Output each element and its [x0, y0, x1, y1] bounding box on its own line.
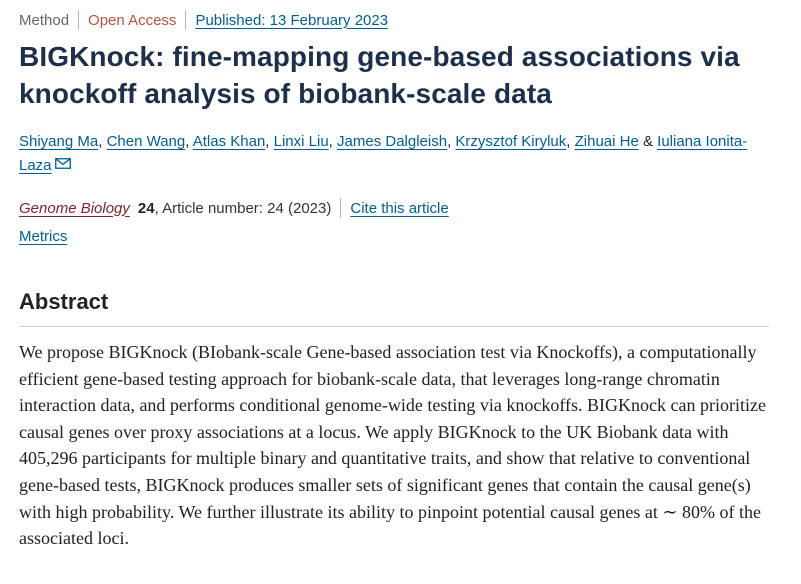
author-separator: , [98, 133, 107, 150]
article-type: Method [19, 11, 70, 29]
article-title: BIGKnock: fine-mapping gene-based associations via knockoff analysis of biobank-scale data [19, 41, 740, 109]
author-list [19, 130, 759, 178]
author-link[interactable]: Krzysztof Kiryluk [455, 133, 567, 150]
author-separator: , [447, 133, 456, 150]
published-date-link[interactable]: Published: 13 February 2023 [195, 11, 389, 29]
author-separator: , [566, 133, 575, 150]
author-separator: , [265, 133, 274, 150]
journal-link[interactable]: Genome Biology [19, 199, 130, 217]
journal-volume: 24 [137, 199, 155, 217]
meta-divider [185, 10, 186, 30]
meta-divider [340, 198, 341, 218]
article-meta-row [19, 9, 388, 31]
author-link[interactable]: Chen Wang [106, 133, 186, 150]
author-link[interactable]: Linxi Liu [273, 133, 329, 150]
author-separator: , [185, 133, 193, 150]
abstract-text: We propose BIGKnock (BIobank-scale Gene-based association test via Knockoffs), a computationally efficient gene-based testing approach for biobank-scale data, that leverages long-range chromatin interaction data, and performs conditional genome-wide testing via knockoffs. BIGKnock can prioritize causal genes over proxy associations at a locus. We apply BIGKnock to the UK Biobank data with 405,296 participants for multiple binary and quantitative traits, and show that relative to conventional gene-based tests, BIGKnock produces smaller sets of significant genes that contain the causal gene(s) with high probability. We further illustrate its ability to pinpoint potential causal genes at ∼ 80% of the associated loci. [19, 342, 766, 549]
envelope-icon[interactable] [55, 158, 71, 169]
metrics-link[interactable]: Metrics [19, 228, 68, 245]
abstract-divider [19, 326, 769, 327]
author-separator: , [328, 133, 338, 150]
author-link[interactable]: James Dalgleish [337, 133, 448, 150]
author-separator: & [638, 133, 658, 150]
article-number: , Article number: 24 (2023) [154, 199, 332, 217]
open-access-label: Open Access [88, 11, 177, 29]
author-link[interactable]: Atlas Khan [192, 133, 266, 150]
cite-article-link[interactable]: Cite this article [350, 199, 449, 217]
meta-divider [78, 10, 79, 30]
author-link[interactable]: Shiyang Ma [19, 133, 99, 150]
abstract-heading: Abstract [19, 289, 109, 314]
journal-citation-row [19, 197, 449, 219]
author-link-corresponding[interactable]: Iuliana Ionita-Laza [19, 133, 748, 174]
author-link[interactable]: Zihuai He [574, 133, 639, 150]
